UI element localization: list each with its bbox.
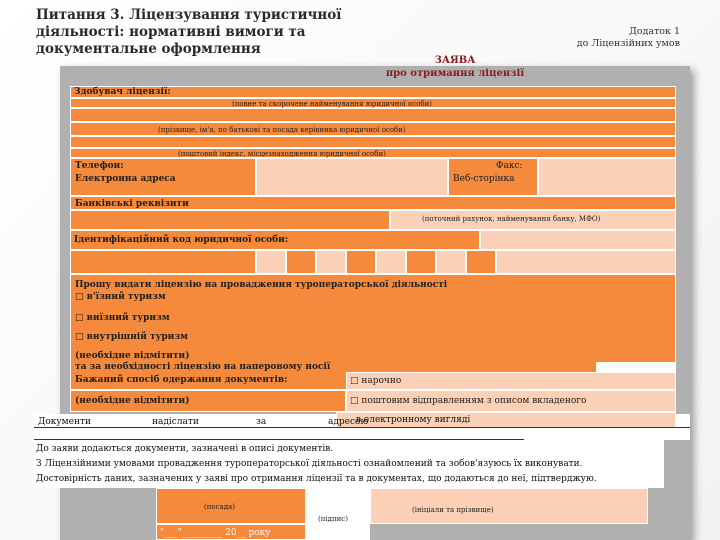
signature-hint: (підпис) <box>318 515 348 523</box>
mark-needed-hint-2: (необхідне відмітити) <box>75 396 190 406</box>
slide-heading: Питання 3. Ліцензування туристичної діяльності: нормативні вимоги та документальне оформлення <box>36 7 342 57</box>
id-code-label: Ідентифікаційний код юридичної особи: <box>74 235 289 245</box>
website-label: Веб-сторінка <box>453 174 515 184</box>
date-line: "___"_________ 20__ року <box>160 528 271 538</box>
request-label: Прошу видати ліцензію на провадження туроператорської діяльності <box>75 280 448 290</box>
option-mail[interactable]: □ поштовим відправленням з описом вкладеного <box>350 396 587 406</box>
paper-copy-gap <box>596 362 676 372</box>
phone-email-field[interactable] <box>256 158 448 196</box>
address-hint: (поштовий індекс, місцезнаходження юридичної особи) <box>178 150 386 158</box>
reliability-line: Достовірність даних, зазначених у заяві про отримання ліцензії та в документах, що додаються до неї, підтверджую. <box>36 474 597 484</box>
documents-underline <box>34 427 690 428</box>
email-label: Електронна адреса <box>75 174 176 184</box>
id-digit-cell-6[interactable] <box>376 250 406 274</box>
id-digit-cell-1[interactable] <box>70 250 256 274</box>
fax-web-field[interactable] <box>538 158 676 196</box>
id-code-rest-cell <box>496 250 676 274</box>
documents-word-4: адресою <box>328 417 369 427</box>
mark-needed-hint-1: (необхідне відмітити) <box>75 351 190 361</box>
id-digit-cell-7[interactable] <box>406 250 436 274</box>
attached-line: До заяви додаються документи, зазначені в описі документів. <box>36 444 334 454</box>
initials-hint: (ініціали та прізвище) <box>412 506 494 514</box>
phone-label: Телефон: <box>75 161 124 171</box>
fax-label: Факс: <box>496 161 523 171</box>
documents-word-2: надіслати <box>152 417 199 427</box>
form-title-line-1: ЗАЯВА <box>434 55 476 66</box>
id-digit-cell-5[interactable] <box>346 250 376 274</box>
bank-field[interactable] <box>70 210 390 230</box>
documents-word-3: за <box>256 417 267 427</box>
name-hint: (повне та скорочене найменування юридичної особи) <box>232 100 432 108</box>
delivery-label: Бажаний спосіб одержання документів: <box>75 375 288 385</box>
appendix-line-2: до Ліцензійних умов <box>576 38 680 49</box>
documents-word-5: в електронному вигляді <box>356 415 471 425</box>
id-digit-cell-2[interactable] <box>256 250 286 274</box>
bank-label: Банківські реквізити <box>75 199 189 209</box>
appendix-line-1: Додаток 1 <box>629 26 680 37</box>
position-hint: (посада) <box>204 503 235 511</box>
option-in-person[interactable]: □ нарочно <box>350 376 402 386</box>
option-outbound[interactable]: □ виїзний туризм <box>75 313 170 323</box>
applicant-label: Здобувач ліцензії: <box>74 87 171 97</box>
option-domestic[interactable]: □ внутрішній туризм <box>75 332 188 342</box>
id-code-hint-cell <box>480 230 676 250</box>
form-title-line-2: про отримання ліцензії <box>385 68 525 79</box>
id-digit-cell-4[interactable] <box>316 250 346 274</box>
paper-copy-line: та за необхідності ліцензію на паперовому носії <box>75 362 331 372</box>
appendix-note <box>577 26 680 50</box>
conditions-line: З Ліцензійними умовами провадження туроператорської діяльності ознайомлений та зобов'язуюсь їх виконувати. <box>36 459 583 469</box>
bank-hint: (поточний рахунок, найменування банку, МФО) <box>422 215 601 223</box>
id-digit-cell-3[interactable] <box>286 250 316 274</box>
form-title <box>370 54 540 80</box>
id-digit-cell-9[interactable] <box>466 250 496 274</box>
address-field[interactable] <box>70 136 676 148</box>
documents-word-1: Документи <box>38 417 91 427</box>
option-inbound[interactable]: □ в'їзний туризм <box>75 292 166 302</box>
id-digit-cell-8[interactable] <box>436 250 466 274</box>
head-hint: (прізвище, ім'я, по батькові та посада керівника юридичної особи) <box>158 126 406 134</box>
name-field[interactable] <box>70 108 676 122</box>
